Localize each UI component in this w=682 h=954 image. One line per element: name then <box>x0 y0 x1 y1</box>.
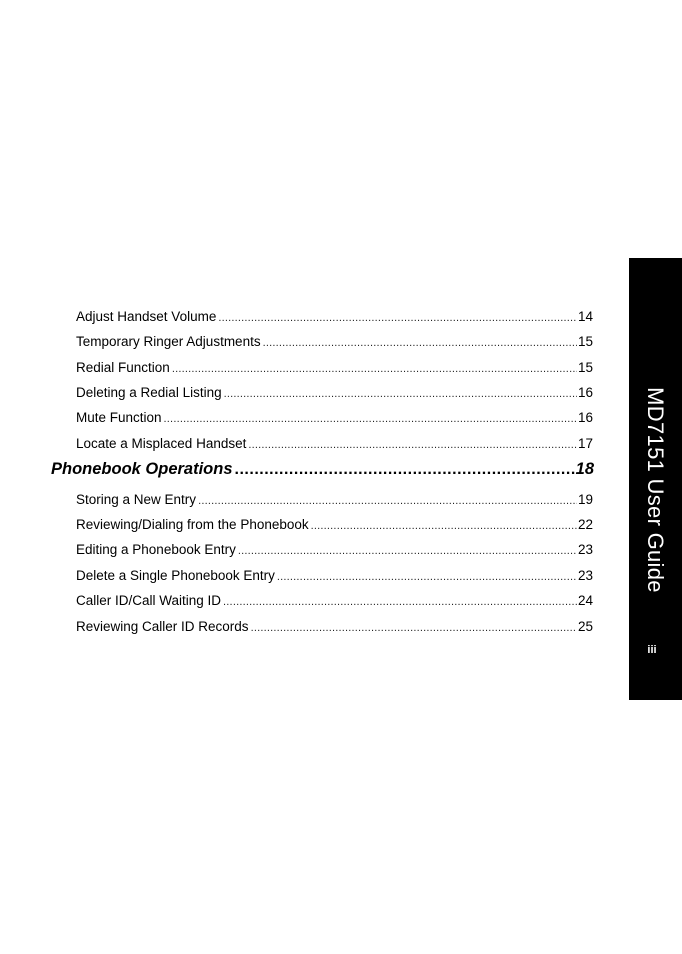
dot-leader <box>248 439 577 451</box>
toc-section-phonebook-operations <box>51 460 594 479</box>
dot-leader <box>224 388 577 400</box>
toc-entry-title: Deleting a Redial Listing <box>76 385 222 400</box>
dot-leader <box>311 520 577 532</box>
toc-entry-editing-a-phonebook-entry <box>76 542 593 557</box>
dot-leader <box>218 312 577 324</box>
toc-entry-redial-function <box>76 360 593 375</box>
side-tab <box>629 258 682 700</box>
toc-entry-caller-id-call-waiting-id <box>76 593 593 608</box>
dot-leader <box>198 495 577 507</box>
toc-entry-page: 19 <box>577 492 593 507</box>
toc-entry-title: Reviewing Caller ID Records <box>76 619 249 634</box>
toc-entry-title: Locate a Misplaced Handset <box>76 436 247 451</box>
toc-entry-page: 22 <box>577 517 593 532</box>
toc-entry-page: 15 <box>577 334 593 349</box>
toc-entry-title: Editing a Phonebook Entry <box>76 542 236 557</box>
toc-entry-reviewing-dialing-from-the-phonebook <box>76 517 593 532</box>
toc-entry-page: 23 <box>577 542 593 557</box>
toc-entry-page: 16 <box>577 410 593 425</box>
dot-leader <box>164 413 577 425</box>
toc-entry-storing-a-new-entry <box>76 492 593 507</box>
toc-entry-page: 25 <box>577 619 593 634</box>
page-number: iii <box>647 644 657 656</box>
toc-entry-locate-a-misplaced-handset <box>76 436 593 451</box>
toc-entry-page: 15 <box>577 360 593 375</box>
dot-leader <box>172 363 577 375</box>
toc-entry-reviewing-caller-id-records <box>76 619 593 634</box>
toc-entry-page: 24 <box>577 593 593 608</box>
toc-entry-title: Reviewing/Dialing from the Phonebook <box>76 517 309 532</box>
dot-leader <box>235 461 575 479</box>
toc-entry-title: Redial Function <box>76 360 170 375</box>
toc-entry-page: 17 <box>577 436 593 451</box>
dot-leader <box>263 337 577 349</box>
toc-entry-page: 14 <box>577 309 593 324</box>
toc-entry-delete-a-single-phonebook-entry <box>76 568 593 583</box>
toc-section-title: Phonebook Operations <box>51 460 233 478</box>
guide-title: MD7151 User Guide <box>643 387 668 593</box>
toc-entry-page: 23 <box>577 568 593 583</box>
toc-entry-adjust-handset-volume <box>76 309 593 324</box>
dot-leader <box>251 622 577 634</box>
toc-entry-title: Adjust Handset Volume <box>76 309 217 324</box>
dot-leader <box>238 545 577 557</box>
toc-entry-title: Delete a Single Phonebook Entry <box>76 568 275 583</box>
toc-entry-page: 16 <box>577 385 593 400</box>
toc-entry-title: Storing a New Entry <box>76 492 197 507</box>
toc-entry-title: Temporary Ringer Adjustments <box>76 334 261 349</box>
toc-entry-deleting-a-redial-listing <box>76 385 593 400</box>
toc-entry-temporary-ringer-adjustments <box>76 334 593 349</box>
dot-leader <box>277 571 577 583</box>
dot-leader <box>223 596 577 608</box>
toc-entry-title: Caller ID/Call Waiting ID <box>76 593 222 608</box>
toc-entry-mute-function <box>76 410 593 425</box>
toc-section-page: 18 <box>575 460 594 478</box>
toc-entry-title: Mute Function <box>76 410 162 425</box>
